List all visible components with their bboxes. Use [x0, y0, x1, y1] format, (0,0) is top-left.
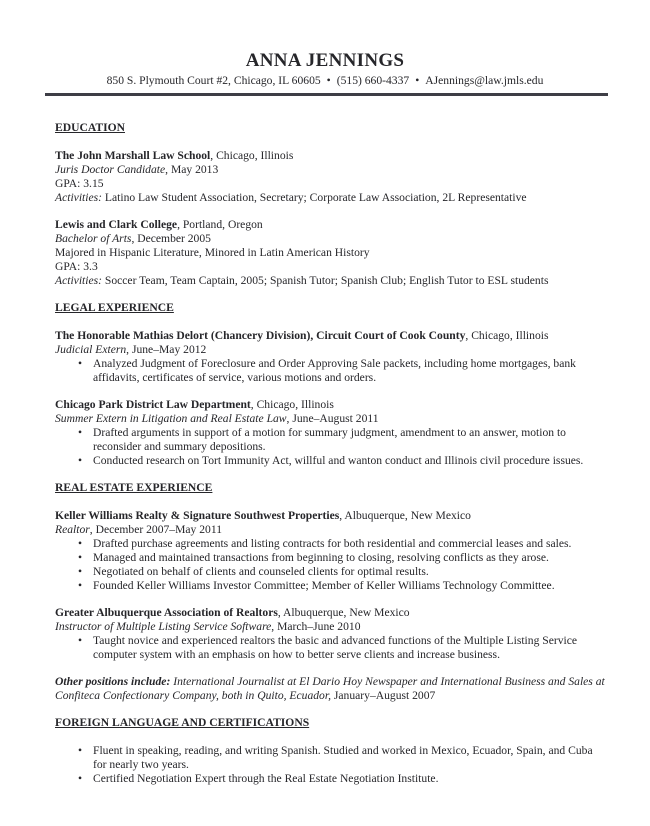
bullet-item: [55, 744, 605, 772]
entry-bullets: [55, 426, 605, 468]
section-education: [55, 121, 605, 288]
candidate-name: ANNA JENNINGS: [245, 50, 405, 71]
bullet-text: Drafted purchase agreements and listing contracts for both residential and commercial leases and sales.: [93, 537, 572, 550]
resume-body: [0, 96, 650, 786]
other-positions-dates: January–August 2007: [330, 689, 436, 702]
other-positions-italic-text: International Journalist at El Dario Hoy Newspaper and International Business and Sales at Confiteca Confectionary Company, both in Quito, Ecuador,: [55, 675, 605, 702]
entry-organization: The John Marshall Law School: [55, 149, 211, 162]
entry-title-line: [55, 509, 605, 523]
entry-role: Realtor: [55, 523, 90, 536]
bullet-item: [55, 537, 605, 551]
entry-dates: , June–August 2011: [286, 412, 379, 425]
entry-role-line: [55, 343, 605, 357]
bullet-item: [55, 426, 605, 454]
section-title: REAL ESTATE EXPERIENCE: [55, 481, 213, 494]
other-positions-label: Other positions include:: [55, 675, 171, 688]
entry-organization: Lewis and Clark College: [55, 218, 178, 231]
contact-phone: (515) 660-4337: [336, 74, 410, 87]
section-legal-experience: [55, 301, 605, 468]
entry-role-line: [55, 163, 605, 177]
entry-location: , Albuquerque, New Mexico: [277, 606, 410, 619]
bullet-item: [55, 454, 605, 468]
experience-entry: [55, 329, 605, 385]
bullet-dot-icon: •: [78, 772, 83, 785]
other-positions-note: [55, 675, 605, 703]
entry-gpa: GPA: 3.15: [55, 177, 104, 190]
section-real-estate-experience: [55, 481, 605, 703]
experience-entry: [55, 606, 605, 662]
experience-entry: [55, 398, 605, 468]
entry-activities-line: [55, 191, 605, 205]
entry-bullets: [55, 357, 605, 385]
bullet-text: Drafted arguments in support of a motion for summary judgment, amendment to an answer, motion to reconsider and summary depositions.: [93, 426, 566, 453]
experience-entry: [55, 509, 605, 593]
entry-organization: Keller Williams Realty & Signature Southwest Properties: [55, 509, 340, 522]
section-foreign-language-certifications: [55, 716, 605, 786]
entry-bullets: [55, 634, 605, 662]
entry-location: , Portland, Oregon: [177, 218, 263, 231]
education-entry: [55, 218, 605, 288]
bullet-item: [55, 551, 605, 565]
entry-gpa: GPA: 3.3: [55, 260, 98, 273]
entry-role-line: [55, 412, 605, 426]
entry-location: , Albuquerque, New Mexico: [339, 509, 471, 522]
bullet-text: Taught novice and experienced realtors the basic and advanced functions of the Multiple Listing Service computer system with an emphasis on how to better serve clients and increase business.: [93, 634, 578, 661]
bullet-dot-icon: •: [78, 744, 83, 757]
bullet-dot-icon: •: [78, 537, 83, 550]
entry-bullets: [55, 537, 605, 593]
activities-label: Activities:: [55, 191, 102, 204]
entry-dates: , March–June 2010: [271, 620, 361, 633]
education-entry: [55, 149, 605, 205]
contact-address: 850 S. Plymouth Court #2, Chicago, IL 60605: [106, 74, 321, 87]
bullet-dot-icon: •: [78, 565, 83, 578]
entry-dates: , December 2007–May 2011: [89, 523, 222, 536]
bullet-text: Managed and maintained transactions from beginning to closing, resolving conflicts as they arose.: [93, 551, 549, 564]
entry-dates: , December 2005: [131, 232, 211, 245]
entry-organization: Greater Albuquerque Association of Realtors: [55, 606, 278, 619]
bullet-dot-icon: •: [78, 357, 83, 370]
entry-role-line: [55, 620, 605, 634]
entry-majors: Majored in Hispanic Literature, Minored in Latin American History: [55, 246, 370, 259]
entry-role: Bachelor of Arts: [55, 232, 132, 245]
bullet-item: [55, 772, 605, 786]
entry-organization: The Honorable Mathias Delort (Chancery Division), Circuit Court of Cook County: [55, 329, 466, 342]
bullet-dot-icon: •: [78, 551, 83, 564]
bullet-text: Negotiated on behalf of clients and counseled clients for optimal results.: [93, 565, 429, 578]
bullet-text: Analyzed Judgment of Foreclosure and Order Approving Sale packets, including home mortgages, bank affidavits, certificates of service, various motions and orders.: [93, 357, 576, 384]
bullet-text: Certified Negotiation Expert through the Real Estate Negotiation Institute.: [93, 772, 439, 785]
entry-title-line: [55, 606, 605, 620]
bullet-text: Founded Keller Williams Investor Committee; Member of Keller Williams Technology Committee.: [93, 579, 555, 592]
bullet-item: [55, 579, 605, 593]
entry-location: , Chicago, Illinois: [465, 329, 549, 342]
section-title: EDUCATION: [55, 121, 125, 134]
activities-label: Activities:: [55, 274, 102, 287]
entry-title-line: [55, 149, 605, 163]
activities-text: Latino Law Student Association, Secretary; Corporate Law Association, 2L Representative: [102, 191, 527, 204]
section-bullets: [55, 744, 605, 786]
entry-dates: , May 2013: [165, 163, 219, 176]
entry-role: Summer Extern in Litigation and Real Estate Law: [55, 412, 287, 425]
contact-email: AJennings@law.jmls.edu: [425, 74, 544, 87]
bullet-dot-icon: •: [78, 454, 83, 467]
entry-role: Juris Doctor Candidate: [55, 163, 166, 176]
section-title: FOREIGN LANGUAGE AND CERTIFICATIONS: [55, 716, 310, 729]
bullet-text: Fluent in speaking, reading, and writing Spanish. Studied and worked in Mexico, Ecuador, Spain, and Cuba for nearly two years.: [93, 744, 593, 771]
resume-header: [0, 0, 650, 88]
bullet-item: [55, 565, 605, 579]
entry-role: Instructor of Multiple Listing Service Software: [55, 620, 272, 633]
entry-activities-line: [55, 274, 605, 288]
bullet-item: [55, 634, 605, 662]
contact-line: [0, 74, 650, 88]
bullet-dot-icon: •: [78, 634, 83, 647]
entry-location: , Chicago, Illinois: [250, 398, 334, 411]
bullet-item: [55, 357, 605, 385]
section-title: LEGAL EXPERIENCE: [55, 301, 174, 314]
entry-location: , Chicago, Illinois: [210, 149, 294, 162]
bullet-separator-icon: •: [415, 74, 420, 87]
entry-role: Judicial Extern: [55, 343, 127, 356]
entry-role-line: [55, 232, 605, 246]
bullet-separator-icon: •: [326, 74, 331, 87]
activities-text: Soccer Team, Team Captain, 2005; Spanish Tutor; Spanish Club; English Tutor to ESL students: [102, 274, 549, 287]
bullet-text: Conducted research on Tort Immunity Act, willful and wanton conduct and Illinois civil procedure issues.: [93, 454, 584, 467]
entry-dates: , June–May 2012: [126, 343, 207, 356]
entry-organization: Chicago Park District Law Department: [55, 398, 251, 411]
bullet-dot-icon: •: [78, 426, 83, 439]
entry-title-line: [55, 398, 605, 412]
entry-title-line: [55, 218, 605, 232]
bullet-dot-icon: •: [78, 579, 83, 592]
entry-role-line: [55, 523, 605, 537]
entry-title-line: [55, 329, 605, 343]
